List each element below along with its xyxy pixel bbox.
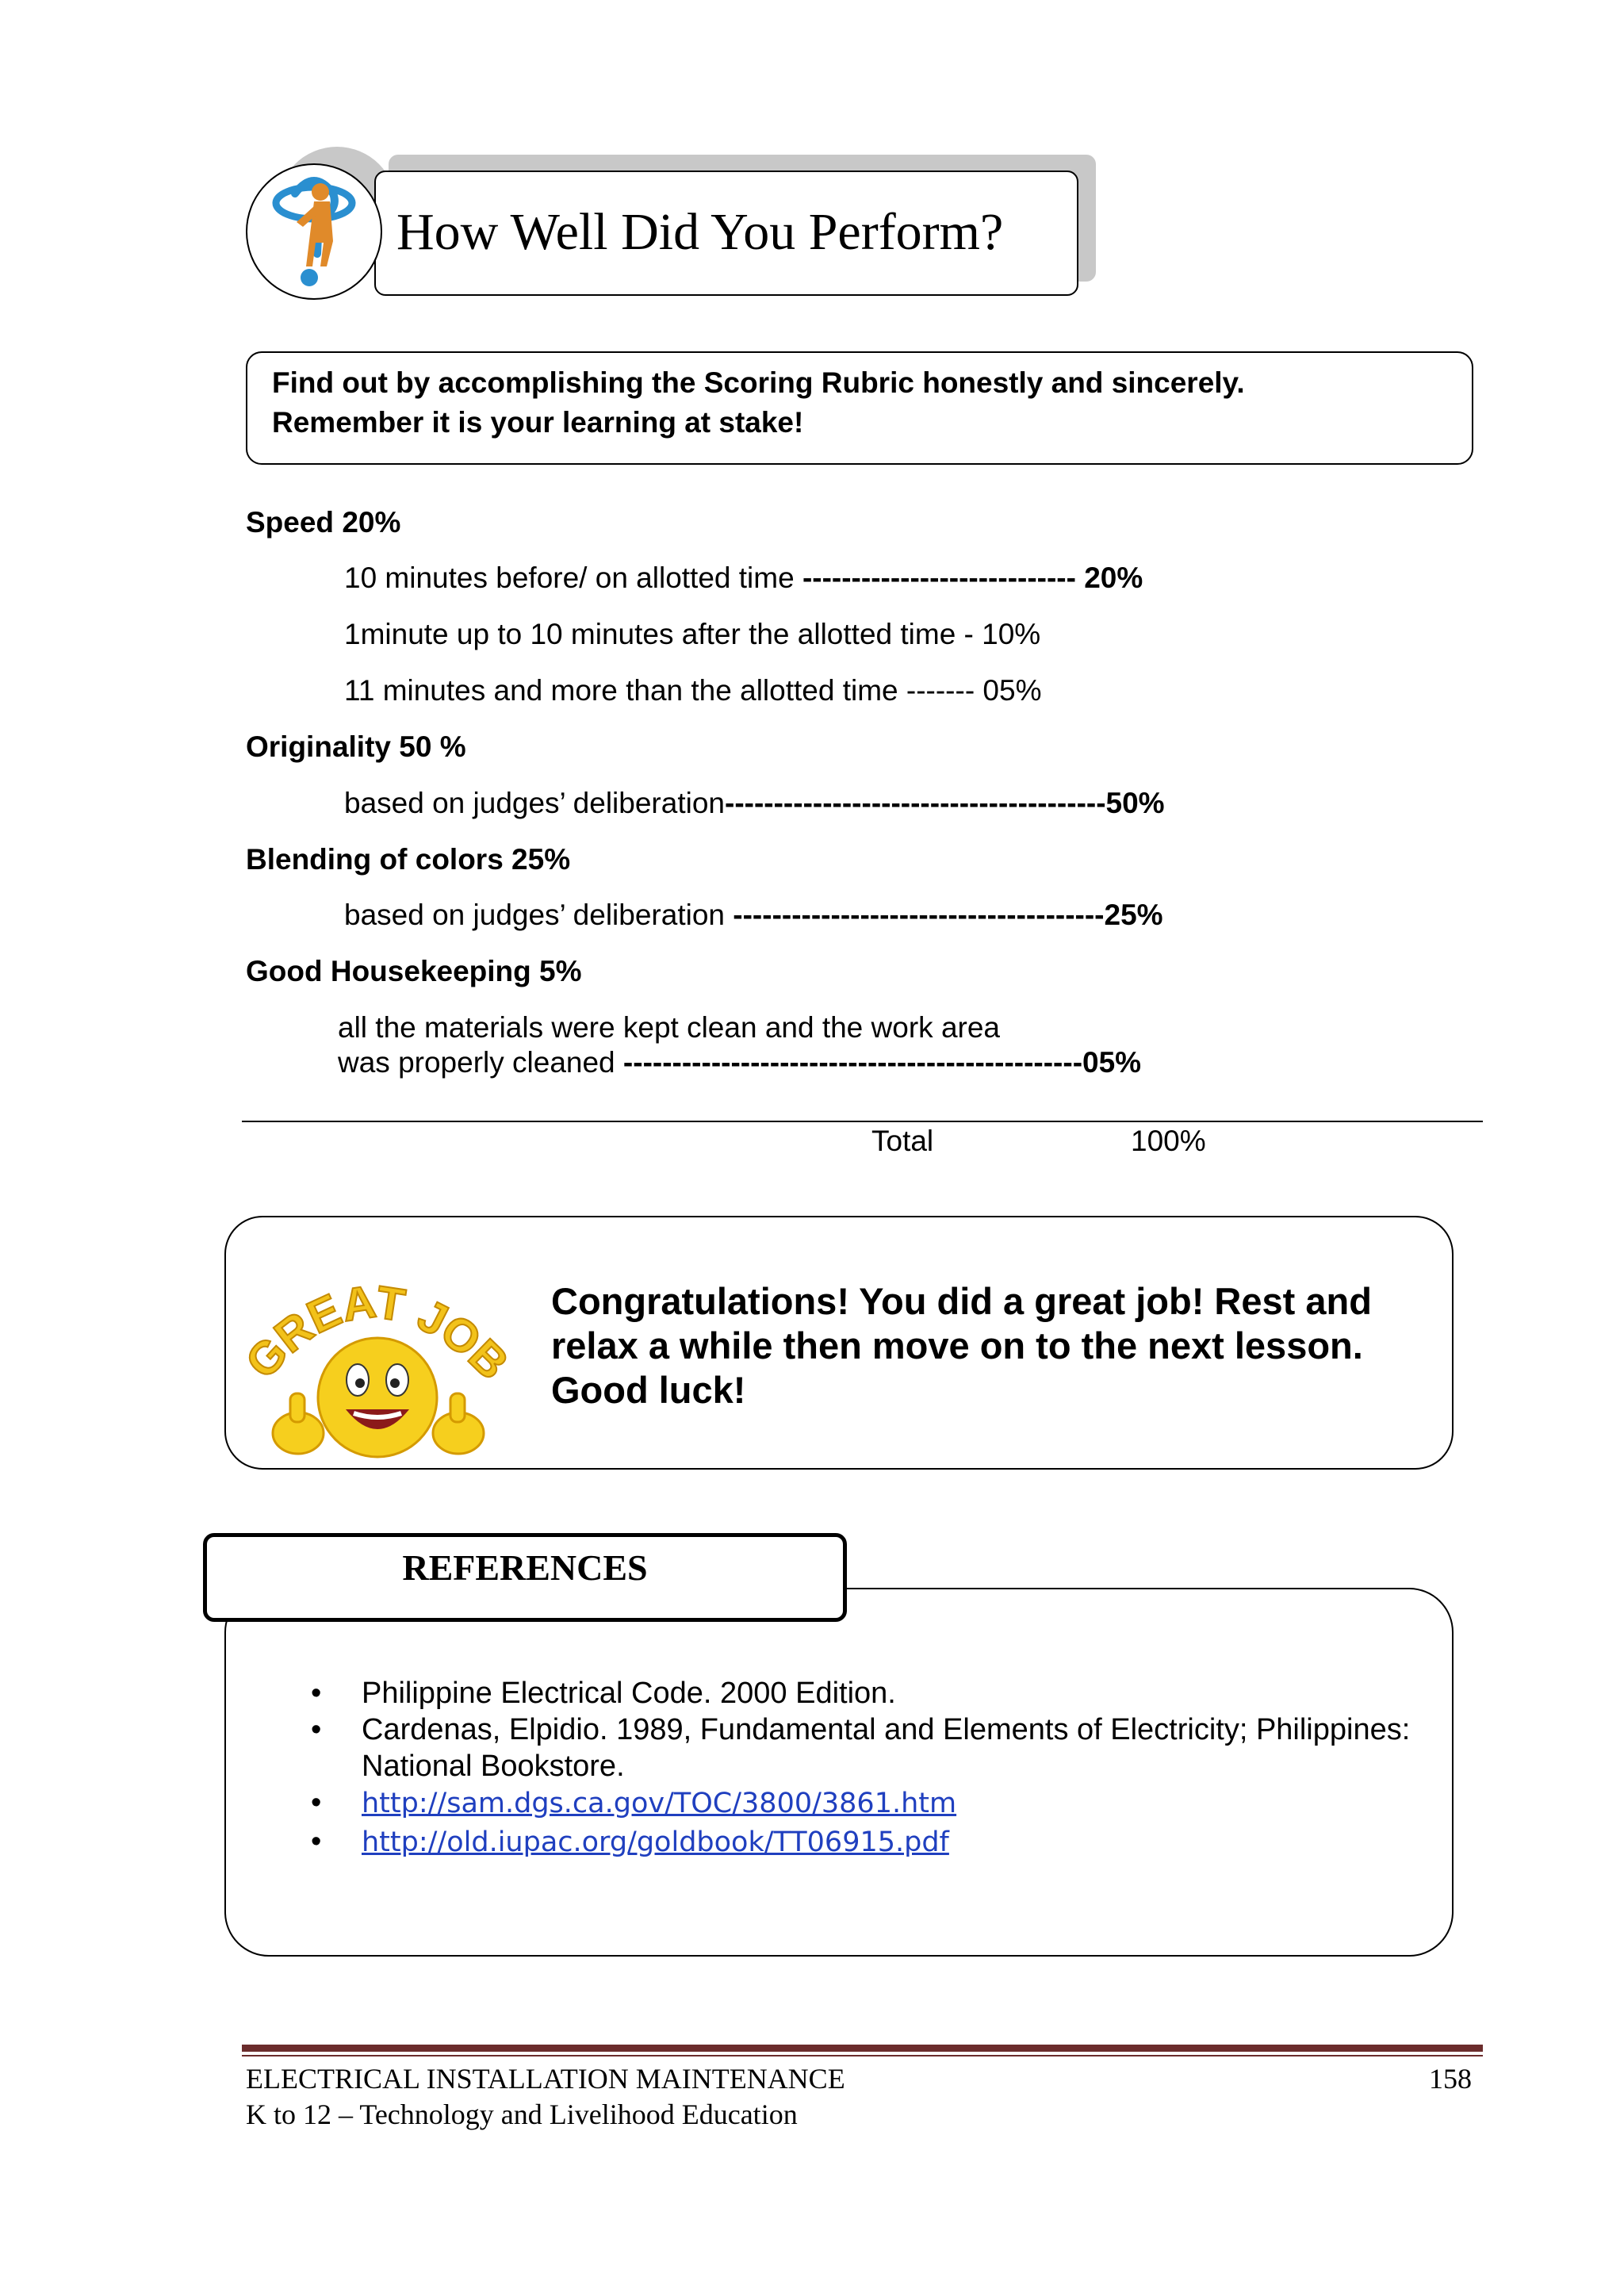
bullet-icon: • <box>311 1825 322 1858</box>
great-job-smiley-icon <box>235 1263 520 1469</box>
reference-link[interactable]: http://sam.dgs.ca.gov/TOC/3800/3861.htm <box>362 1788 957 1819</box>
footer-rule-thin <box>242 2055 1483 2056</box>
references-heading: REFERENCES <box>402 1547 648 1588</box>
bullet-icon: • <box>311 1713 322 1746</box>
question-figure-icon <box>246 163 382 300</box>
blending-item: based on judges’ deliberation --------------------------------------25% <box>344 899 1163 931</box>
page-number: 158 <box>1429 2063 1472 2095</box>
bullet-icon: • <box>311 1786 322 1819</box>
reference-item <box>311 1784 1453 1822</box>
speed-heading: Speed 20% <box>246 506 401 539</box>
total-divider <box>242 1121 1483 1122</box>
total-label: Total <box>871 1125 934 1157</box>
footer-subtitle: K to 12 – Technology and Livelihood Education <box>246 2099 798 2130</box>
reference-link[interactable]: http://old.iupac.org/goldbook/TT06915.pdf <box>362 1826 949 1858</box>
speed-item-3: 11 minutes and more than the allotted time ------- 05% <box>344 674 1042 707</box>
footer-course: ELECTRICAL INSTALLATION MAINTENANCE <box>246 2063 845 2095</box>
housekeeping-heading: Good Housekeeping 5% <box>246 955 582 987</box>
originality-item: based on judges’ deliberation---------------------------------------50% <box>344 787 1165 819</box>
intro-line-1: Find out by accomplishing the Scoring Rubric honestly and sincerely. <box>272 366 1245 399</box>
originality-heading: Originality 50 % <box>246 730 466 763</box>
speed-item-2: 1minute up to 10 minutes after the allotted time - 10% <box>344 618 1041 650</box>
reference-item: • Philippine Electrical Code. 2000 Edition. <box>311 1677 896 1710</box>
svg-text:GREAT JOB!: GREAT JOB <box>236 1276 519 1390</box>
intro-line-2: Remember it is your learning at stake! <box>272 406 804 439</box>
total-value: 100% <box>1131 1125 1206 1157</box>
page-title: How Well Did You Perform? <box>396 203 1004 261</box>
reference-item: • Cardenas, Elpidio. 1989, Fundamental and Elements of Electricity; Philippines: National Bookstore. <box>311 1713 1411 1783</box>
great-job-message: Congratulations! You did a great job! Rest and relax a while then move on to the next lesson. Good luck! <box>551 1280 1372 1411</box>
speed-item-1: 10 minutes before/ on allotted time ---------------------------- 20% <box>344 562 1143 594</box>
footer-rule <box>242 2045 1483 2052</box>
references-list <box>311 1675 1453 1861</box>
reference-item <box>311 1823 1453 1861</box>
bullet-icon: • <box>311 1677 322 1710</box>
housekeeping-line-1: all the materials were kept clean and the work area <box>338 1011 1000 1044</box>
housekeeping-line-2: was properly cleaned -----------------------------------------------05% <box>338 1046 1142 1079</box>
blending-heading: Blending of colors 25% <box>246 843 571 876</box>
